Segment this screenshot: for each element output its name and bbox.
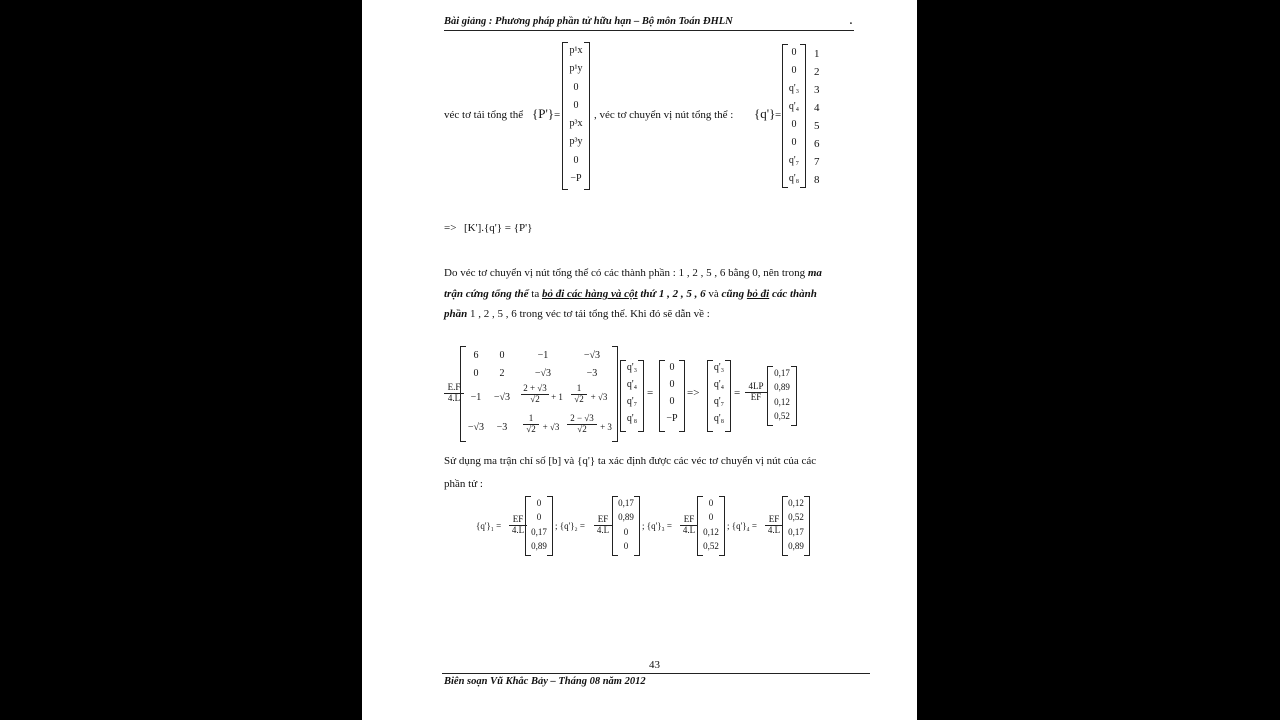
fraction-numerator: EF [509, 515, 527, 526]
element-entry: 0,17 [531, 527, 547, 537]
solution-entry: 0,17 [774, 368, 790, 378]
element-2-coefficient [594, 515, 612, 536]
fraction-numerator: 2 + √3 [521, 384, 549, 395]
element-entry: 0,12 [703, 527, 719, 537]
fraction-denominator: 4.L [511, 524, 525, 535]
implies-arrow: => [444, 222, 457, 234]
stiffness-equation: [K'].{q'} = {P'} [464, 222, 533, 234]
load-entry: 0 [573, 100, 579, 111]
element-entry: 0,89 [531, 541, 547, 551]
load-vector-matrix [562, 42, 590, 190]
matrix-cell: + 1 [551, 392, 563, 402]
element-entry: 0,89 [788, 541, 804, 551]
reduced-stiffness-matrix [460, 346, 618, 442]
element-4-label: ; {q'}₄ = [727, 521, 757, 531]
element-entry: 0 [623, 527, 629, 537]
fraction-numerator: 1 [571, 384, 587, 395]
matrix-cell: 2 [499, 368, 505, 379]
element-entry: 0,52 [788, 512, 804, 522]
element-entry: 0,12 [788, 498, 804, 508]
element-1-vector [525, 496, 553, 556]
disp-entry: q'₈ [788, 173, 800, 184]
matrix-cell: −1 [470, 392, 482, 403]
element-entry: 0 [708, 498, 714, 508]
element-3-label: ; {q'}₃ = [642, 521, 672, 531]
paragraph-line-2 [444, 288, 817, 300]
paragraph-text: ta [531, 288, 540, 300]
header-title: Bài giảng : Phương pháp phần tử hữu hạn – Bộ môn Toán ĐHLN [444, 16, 733, 27]
usage-line-1 [444, 455, 816, 467]
matrix-cell: 0 [473, 368, 479, 379]
header-dot: . [850, 16, 853, 27]
rhs-entry: 0 [669, 362, 675, 373]
solution-vector [767, 366, 797, 426]
dof-index: 7 [814, 156, 820, 168]
rhs-entry: 0 [669, 379, 675, 390]
matrix-fraction [521, 384, 549, 405]
fraction-denominator: √2 [577, 423, 587, 434]
element-entry: 0,17 [618, 498, 634, 508]
disp-entry: 0 [791, 47, 797, 58]
paragraph-emphasis: phần [444, 308, 468, 320]
matrix-cell: −√3 [467, 422, 485, 433]
load-entry: −P [570, 173, 582, 184]
implies-arrow-2: => [687, 387, 700, 399]
footer-text: Biên soạn Vũ Khắc Bảy – Tháng 08 năm 2012 [444, 676, 646, 687]
matrix-cell: −√3 [534, 368, 552, 379]
fraction-numerator: EF [680, 515, 698, 526]
paragraph-text: và [708, 288, 719, 300]
element-entry: 0 [708, 512, 714, 522]
equals-sign-1: = [554, 109, 561, 121]
solution-unknown-vector [707, 360, 731, 432]
matrix-cell: + √3 [590, 392, 608, 402]
dof-index: 1 [814, 48, 820, 60]
element-2-vector [612, 496, 640, 556]
usage-line-2: phần tử : [444, 478, 483, 490]
load-entry: p³x [569, 118, 583, 129]
dof-index: 5 [814, 120, 820, 132]
unknown-entry: q'₄ [713, 379, 725, 390]
paragraph-text: Do véc tơ chuyển vị nút tổng thể có các thành phần : 1 , 2 , 5 , 6 bằng 0, nên trong [444, 267, 806, 279]
fraction-denominator: 4.L [682, 524, 696, 535]
load-entry: p³y [569, 136, 583, 147]
unknown-entry: q'₇ [713, 396, 725, 407]
element-1-label: {q'}₁ = [476, 521, 502, 531]
rhs-entry: −P [666, 413, 678, 424]
fraction-numerator: EF [765, 515, 783, 526]
element-4-coefficient [765, 515, 783, 536]
fraction-denominator: √2 [574, 393, 584, 404]
matrix-cell: −3 [586, 368, 598, 379]
usage-symbol: {q'} [577, 455, 596, 467]
matrix-fraction [567, 414, 597, 435]
header-rule [444, 30, 854, 31]
paragraph-line-3 [444, 308, 710, 320]
paragraph-emphasis: cũng [721, 288, 745, 300]
disp-vector-matrix [782, 44, 806, 188]
matrix-cell: 6 [473, 350, 479, 361]
fraction-numerator: 4LP [745, 382, 767, 393]
dof-index: 4 [814, 102, 820, 114]
unknown-entry: q'₃ [626, 362, 638, 373]
disp-entry: 0 [791, 119, 797, 130]
paragraph-underline: bỏ đi [746, 288, 770, 300]
usage-text: ta xác định được các véc tơ chuyển vị nút của các [597, 455, 817, 467]
matrix-cell: −1 [537, 350, 549, 361]
matrix-cell: 0 [499, 350, 505, 361]
fraction-numerator: 2 − √3 [567, 414, 597, 425]
matrix-fraction [523, 414, 539, 435]
paragraph-emphasis: thứ 1 , 2 , 5 , 6 [640, 288, 706, 300]
matrix-cell: −√3 [493, 392, 511, 403]
disp-vector-symbol: {q'} [754, 106, 776, 121]
element-entry: 0 [536, 512, 542, 522]
disp-entry: q'₇ [788, 155, 800, 166]
equals-sign-3: = [647, 387, 654, 399]
disp-entry: 0 [791, 137, 797, 148]
disp-entry: q'₃ [788, 83, 800, 94]
fraction-denominator: 4.L [447, 392, 461, 403]
solution-entry: 0,12 [774, 397, 790, 407]
matrix-cell: −3 [496, 422, 508, 433]
matrix-cell: + √3 [542, 422, 560, 432]
disp-entry: q'₄ [788, 101, 800, 112]
matrix-cell: + 3 [600, 422, 612, 432]
unknown-entry: q'₄ [626, 379, 638, 390]
element-3-vector [697, 496, 725, 556]
paragraph-underline: bỏ đi các hàng và cột [541, 288, 638, 300]
unknown-entry: q'₇ [626, 396, 638, 407]
equals-sign-2: = [775, 109, 782, 121]
fraction-numerator: EF [594, 515, 612, 526]
matrix-fraction [571, 384, 587, 405]
rhs-vector [659, 360, 685, 432]
load-entry: p¹x [569, 45, 583, 56]
dof-index: 8 [814, 174, 820, 186]
paragraph-emphasis: các thành [771, 288, 817, 300]
load-vector-symbol: {P'} [532, 106, 555, 121]
disp-entry: 0 [791, 65, 797, 76]
paragraph-emphasis: trận cứng tổng thể [444, 288, 529, 300]
paragraph-emphasis: ma [807, 267, 822, 279]
matrix-cell: −√3 [583, 350, 601, 361]
solution-entry: 0,89 [774, 382, 790, 392]
load-vector-label: véc tơ tải tổng thể [444, 109, 524, 121]
unknown-entry: q'₈ [626, 413, 638, 424]
element-entry: 0,17 [788, 527, 804, 537]
document-page [362, 0, 917, 720]
usage-text: Sử dụng ma trận chỉ số [b] và [444, 455, 575, 467]
fraction-denominator: EF [750, 391, 762, 402]
fraction-numerator: E.F [444, 383, 464, 394]
unknown-entry: q'₃ [713, 362, 725, 373]
dof-index: 6 [814, 138, 820, 150]
load-entry: p¹y [569, 63, 583, 74]
element-entry: 0 [536, 498, 542, 508]
unknown-entry: q'₈ [713, 413, 725, 424]
page-number: 43 [649, 659, 660, 671]
disp-vector-label: , véc tơ chuyển vị nút tổng thể : [594, 109, 734, 121]
rhs-entry: 0 [669, 396, 675, 407]
element-4-vector [782, 496, 810, 556]
load-entry: 0 [573, 155, 579, 166]
load-entry: 0 [573, 82, 579, 93]
fraction-denominator: 4.L [596, 524, 610, 535]
fraction-denominator: √2 [530, 393, 540, 404]
equals-sign-4: = [734, 387, 741, 399]
fraction-denominator: √2 [526, 423, 536, 434]
paragraph-text: 1 , 2 , 5 , 6 trong véc tơ tải tổng thể. Khi đó sẽ dẫn về : [470, 308, 710, 320]
element-2-label: ; {q'}₂ = [555, 521, 585, 531]
unknown-vector [620, 360, 644, 432]
paragraph-line-1 [444, 267, 822, 279]
element-entry: 0 [623, 541, 629, 551]
footer-rule [442, 673, 870, 674]
element-entry: 0,89 [618, 512, 634, 522]
dof-index: 3 [814, 84, 820, 96]
solution-coefficient [745, 382, 767, 403]
element-entry: 0,52 [703, 541, 719, 551]
fraction-numerator: 1 [523, 414, 539, 425]
element-3-coefficient [680, 515, 698, 536]
solution-entry: 0,52 [774, 411, 790, 421]
fraction-denominator: 4.L [767, 524, 781, 535]
dof-index: 2 [814, 66, 820, 78]
